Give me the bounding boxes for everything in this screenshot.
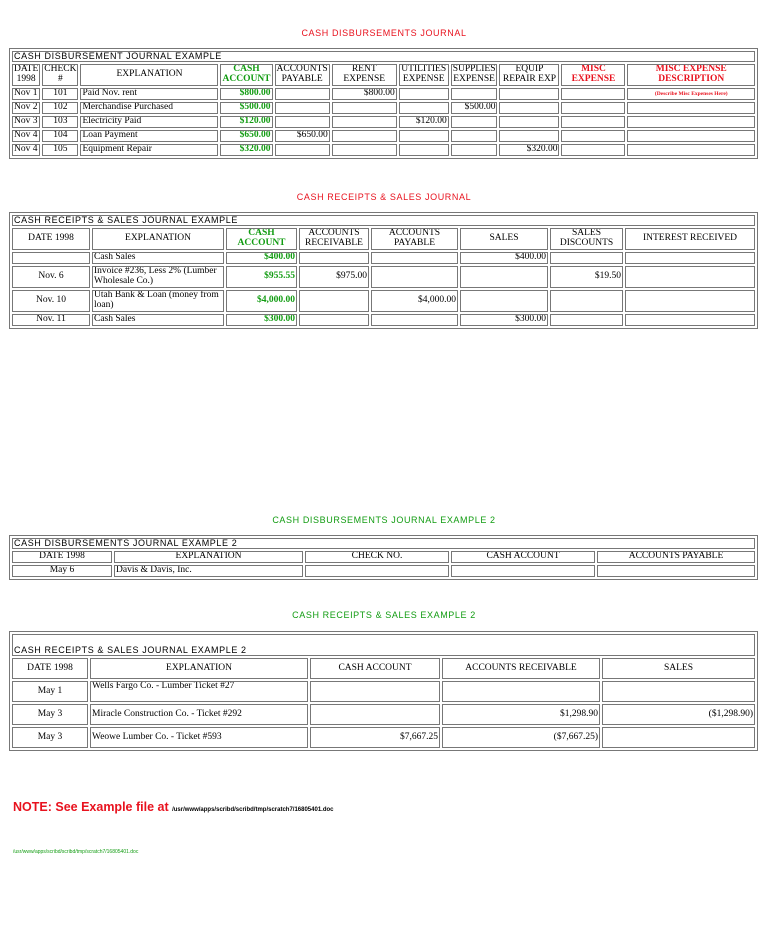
cell-misc [561, 116, 625, 128]
cell-equip [499, 116, 559, 128]
cell-explanation: Merchandise Purchased [80, 102, 218, 114]
col-header-check-no: CHECK NO. [305, 551, 449, 563]
cell-ar: $1,298.90 [442, 704, 600, 725]
cell-ap: $650.00 [275, 130, 330, 142]
col-header-accounts-payable: ACCOUNTS PAYABLE [276, 64, 328, 85]
cell-ar [442, 681, 600, 702]
cell-check: 103 [42, 116, 78, 128]
cell-equip [499, 88, 559, 100]
cell-cash: $4,000.00 [226, 290, 297, 312]
col-header-check: CHECK # [44, 64, 77, 85]
cell-equip [499, 102, 559, 114]
col-header-interest-received: INTEREST RECEIVED [625, 228, 755, 250]
cell-cash [310, 704, 440, 725]
cell-misc-description [627, 130, 755, 142]
cell-sales: $400.00 [460, 252, 548, 264]
cell-util: $120.00 [399, 116, 449, 128]
cell-cash: $800.00 [220, 88, 272, 100]
disbursements-example2-heading: CASH DISBURSEMENTS JOURNAL EXAMPLE 2 [272, 515, 496, 525]
cell-misc-description [627, 144, 755, 156]
cell-check: 102 [42, 102, 78, 114]
cell-ap [371, 314, 458, 326]
cell-ap [275, 116, 330, 128]
cell-explanation: Weowe Lumber Co. - Ticket #593 [90, 727, 308, 748]
footer-file-path: /usr/www/apps/scribd/scribd/tmp/scratch7/16805401.doc [13, 849, 139, 855]
cell-date: May 3 [12, 727, 88, 748]
table-row [12, 314, 755, 326]
cell-misc [561, 144, 625, 156]
cell-util [399, 102, 449, 114]
cell-misc [561, 102, 625, 114]
table-row [12, 565, 755, 577]
cell-explanation: Cash Sales [92, 252, 224, 264]
cell-cash: $955.55 [226, 266, 297, 288]
cell-discounts [550, 314, 623, 326]
cell-cash: $120.00 [220, 116, 272, 128]
cell-date: Nov 1 [12, 88, 40, 100]
col-header-supplies-expense: SUPPLIES EXPENSE [452, 64, 496, 85]
cell-check: 105 [42, 144, 78, 156]
cell-equip [499, 130, 559, 142]
col-header-cash-account: CASH ACCOUNT [310, 658, 440, 679]
col-header-sales-discounts: SALES DISCOUNTS [550, 228, 623, 250]
cell-supplies [451, 144, 498, 156]
cell-rent: $800.00 [332, 88, 397, 100]
cell-explanation: Utah Bank & Loan (money from loan) [92, 290, 224, 312]
cell-ap [275, 144, 330, 156]
cell-explanation: Invoice #236, Less 2% (Lumber Wholesale Co.) [92, 266, 224, 288]
cell-cash [310, 681, 440, 702]
table-row [12, 102, 755, 114]
col-header-equip-repair: EQUIP REPAIR EXP [499, 64, 559, 86]
col-header-utilities-expense: UTILITIES EXPENSE [399, 64, 449, 86]
cell-ap [597, 565, 755, 577]
misc-description-note: (Describe Misc Expenses Here) [627, 88, 755, 100]
cell-explanation: Cash Sales [92, 314, 224, 326]
cell-date: Nov. 6 [12, 266, 90, 288]
cell-cash: $7,667.25 [310, 727, 440, 748]
col-header-cash-account: CASH ACCOUNT [451, 551, 595, 563]
cell-explanation: Miracle Construction Co. - Ticket #292 [90, 704, 308, 725]
cell-date: May 3 [12, 704, 88, 725]
col-header-sales: SALES [602, 658, 755, 679]
cell-misc [561, 130, 625, 142]
cell-date: Nov 3 [12, 116, 40, 128]
disbursements-journal-heading: CASH DISBURSEMENTS JOURNAL [301, 28, 467, 38]
cell-explanation: Loan Payment [80, 130, 218, 142]
cell-interest [625, 290, 755, 312]
col-header-cash-account: CASH ACCOUNT [226, 228, 297, 250]
col-header-explanation: EXPLANATION [114, 551, 303, 563]
cell-interest [625, 266, 755, 288]
cell-sales [460, 290, 548, 312]
cell-check: 104 [42, 130, 78, 142]
disbursements-example2-table [9, 535, 758, 580]
cell-explanation: Davis & Davis, Inc. [114, 565, 303, 577]
cell-rent [332, 144, 397, 156]
cell-rent [332, 130, 397, 142]
cell-ar [299, 252, 369, 264]
cell-cash [451, 565, 595, 577]
cell-cash: $400.00 [226, 252, 297, 264]
cell-interest [625, 252, 755, 264]
cell-sales [602, 727, 755, 748]
table-caption: CASH RECEIPTS & SALES JOURNAL EXAMPLE [12, 215, 755, 226]
cell-equip: $320.00 [499, 144, 559, 156]
cell-util [399, 130, 449, 142]
cell-discounts [550, 252, 623, 264]
cell-explanation: Electricity Paid [80, 116, 218, 128]
cell-rent [332, 116, 397, 128]
cell-util [399, 88, 449, 100]
col-header-misc-expense: MISC EXPENSE [561, 64, 625, 86]
cell-ap [275, 88, 330, 100]
col-header-date: DATE 1998 [12, 228, 90, 250]
col-header-date: DATE 1998 [12, 551, 112, 563]
cell-date: Nov 2 [12, 102, 40, 114]
cell-check: 101 [42, 88, 78, 100]
cell-supplies [451, 130, 498, 142]
disbursements-journal-table [9, 48, 758, 159]
cell-util [399, 144, 449, 156]
receipts-example2-table [9, 631, 758, 751]
table-caption: CASH RECEIPTS & SALES JOURNAL EXAMPLE 2 [12, 634, 755, 656]
cell-supplies [451, 116, 498, 128]
cell-ar: ($7,667.25) [442, 727, 600, 748]
note-file-path: /usr/www/apps/scribd/scribd/tmp/scratch7/16805401.doc [172, 807, 334, 813]
cell-date: May 6 [12, 565, 112, 577]
table-row [12, 116, 755, 128]
receipts-journal-table [9, 212, 758, 329]
table-caption: CASH DISBURSEMENTS JOURNAL EXAMPLE 2 [12, 538, 755, 549]
cell-sales: $300.00 [460, 314, 548, 326]
cell-date: Nov. 11 [12, 314, 90, 326]
cell-misc [561, 88, 625, 100]
example-file-note [13, 800, 334, 814]
cell-explanation: Wells Fargo Co. - Lumber Ticket #27 [90, 681, 308, 702]
cell-date: Nov 4 [12, 130, 40, 142]
cell-date: Nov. 10 [12, 290, 90, 312]
cell-ap [371, 252, 458, 264]
cell-ar [299, 314, 369, 326]
cell-ar: $975.00 [299, 266, 369, 288]
col-header-accounts-receivable: ACCOUNTS RECEIVABLE [442, 658, 600, 679]
col-header-sales: SALES [460, 228, 548, 250]
cell-ap: $4,000.00 [371, 290, 458, 312]
col-header-explanation: EXPLANATION [92, 228, 224, 250]
cell-cash: $300.00 [226, 314, 297, 326]
table-row [12, 266, 755, 288]
col-header-cash-account: CASH ACCOUNT [222, 64, 271, 85]
col-header-explanation: EXPLANATION [90, 658, 308, 679]
table-row [12, 704, 755, 725]
cell-ap [371, 266, 458, 288]
cell-cash: $650.00 [220, 130, 272, 142]
col-header-misc-description: MISC EXPENSE DESCRIPTION [627, 64, 755, 86]
table-row [12, 681, 755, 702]
cell-discounts [550, 290, 623, 312]
table-caption: CASH DISBURSEMENT JOURNAL EXAMPLE [12, 51, 755, 62]
cell-interest [625, 314, 755, 326]
col-header-accounts-payable: ACCOUNTS PAYABLE [597, 551, 755, 563]
note-label: NOTE: See Example file at [13, 800, 169, 814]
cell-supplies: $500.00 [451, 102, 498, 114]
col-header-accounts-receivable: ACCOUNTS RECEIVABLE [299, 228, 369, 250]
cell-check [305, 565, 449, 577]
table-row [12, 727, 755, 748]
table-row [12, 88, 755, 100]
table-row [12, 144, 755, 156]
table-row [12, 252, 755, 264]
cell-misc-description [627, 102, 755, 114]
cell-date [12, 252, 90, 264]
cell-supplies [451, 88, 498, 100]
cell-ar [299, 290, 369, 312]
cell-sales [460, 266, 548, 288]
cell-sales [602, 681, 755, 702]
cell-ap [275, 102, 330, 114]
col-header-date: DATE 1998 [14, 64, 39, 85]
cell-explanation: Equipment Repair [80, 144, 218, 156]
col-header-explanation: EXPLANATION [80, 64, 218, 86]
col-header-date: DATE 1998 [12, 658, 88, 679]
cell-date: Nov 4 [12, 144, 40, 156]
receipts-example2-heading: CASH RECEIPTS & SALES EXAMPLE 2 [292, 610, 476, 620]
cell-discounts: $19.50 [550, 266, 623, 288]
col-header-accounts-payable: ACCOUNTS PAYABLE [371, 228, 458, 250]
table-row [12, 290, 755, 312]
cell-misc-description [627, 116, 755, 128]
cell-rent [332, 102, 397, 114]
table-row [12, 130, 755, 142]
col-header-rent-expense: RENT EXPENSE [332, 64, 397, 86]
cell-cash: $320.00 [220, 144, 272, 156]
cell-explanation: Paid Nov. rent [80, 88, 218, 100]
cell-date: May 1 [12, 681, 88, 702]
cell-sales: ($1,298.90) [602, 704, 755, 725]
cell-cash: $500.00 [220, 102, 272, 114]
receipts-journal-heading: CASH RECEIPTS & SALES JOURNAL [296, 192, 472, 202]
